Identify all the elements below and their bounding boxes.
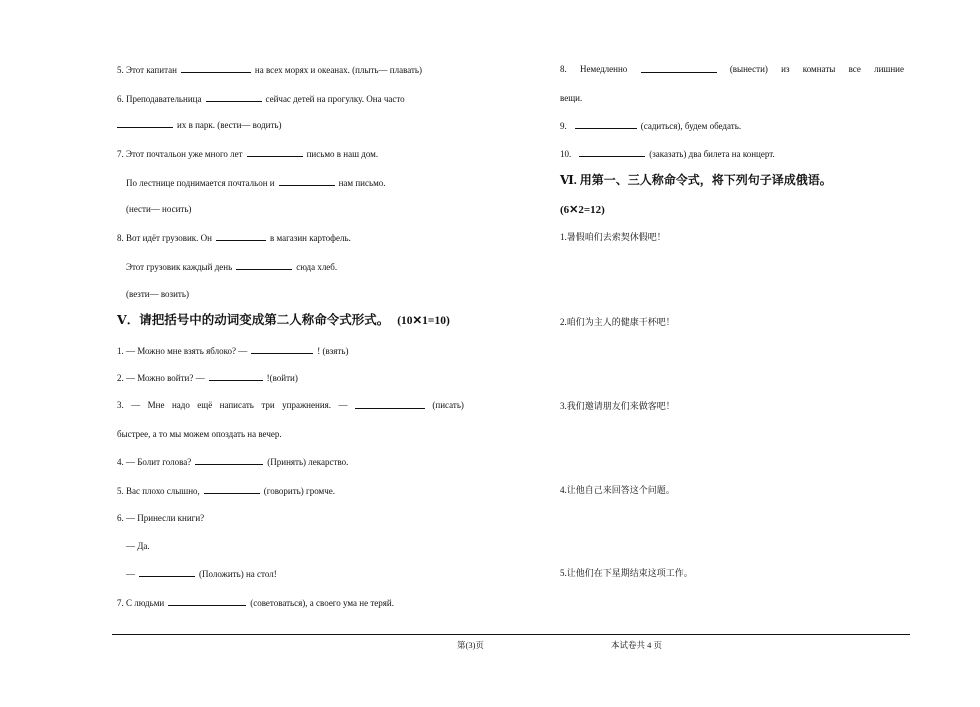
word: 8. bbox=[560, 64, 567, 74]
answer-blank[interactable] bbox=[204, 484, 260, 494]
exercise-line bbox=[117, 455, 348, 468]
text: По лестнице поднимается почтальон и bbox=[126, 178, 275, 188]
word: ещё bbox=[197, 400, 213, 410]
text: сюда хлеб. bbox=[296, 262, 338, 272]
text: 6. Преподавательница bbox=[117, 94, 202, 104]
exercise-line bbox=[126, 567, 277, 580]
section-title: Ⅴ．请把括号中的动词变成第二人称命令式形式。 bbox=[117, 313, 390, 327]
text: 1. — Можно мне взять яблоко? — bbox=[117, 346, 248, 356]
word: Немедленно bbox=[580, 64, 628, 74]
text: возить) bbox=[160, 289, 189, 299]
text: 9. bbox=[560, 121, 567, 131]
dash: — bbox=[378, 65, 388, 75]
answer-blank[interactable] bbox=[206, 92, 262, 102]
text: Этот грузовик каждый день bbox=[126, 262, 233, 272]
text: носить) bbox=[162, 204, 192, 214]
translation-item: 1.暑假咱们去索契休假吧！ bbox=[560, 232, 666, 242]
answer-blank[interactable] bbox=[181, 63, 251, 73]
text: письмо в наш дом. bbox=[306, 149, 379, 159]
word: (писать) bbox=[432, 400, 464, 410]
text: (говорить) громче. bbox=[263, 486, 336, 496]
text: (советоваться), а своего ума не теряй. bbox=[250, 598, 394, 608]
answer-blank[interactable] bbox=[236, 260, 292, 270]
text: ! (взять) bbox=[317, 346, 349, 356]
exercise-line: 6. — Принесли книги? bbox=[117, 513, 205, 523]
section-score: (10✕1=10) bbox=[397, 315, 450, 327]
exercise-line bbox=[117, 344, 348, 357]
text: на всех морях и океанах. (плыть bbox=[254, 65, 379, 75]
answer-blank[interactable] bbox=[251, 344, 313, 354]
word: три bbox=[261, 400, 275, 410]
exercise-line bbox=[126, 203, 191, 215]
word: комнаты bbox=[802, 64, 836, 74]
text: в магазин картофель. bbox=[269, 233, 351, 243]
exercise-line bbox=[126, 176, 386, 189]
dash: — bbox=[241, 120, 251, 130]
text: — bbox=[126, 569, 135, 579]
word: лишние bbox=[874, 64, 904, 74]
exercise-line bbox=[117, 231, 351, 244]
answer-blank[interactable] bbox=[139, 567, 195, 577]
answer-blank[interactable] bbox=[247, 147, 303, 157]
answer-blank[interactable] bbox=[216, 231, 266, 241]
exercise-line bbox=[117, 147, 378, 160]
dash: — bbox=[150, 204, 160, 214]
text: (везти bbox=[126, 289, 150, 299]
page-total: 本试卷共 4 页 bbox=[611, 640, 663, 650]
word: — bbox=[131, 400, 141, 410]
text: 7. С людьми bbox=[117, 598, 165, 608]
exercise-line-justified bbox=[117, 399, 464, 411]
text: 7. Этот почтальон уже много лет bbox=[117, 149, 243, 159]
word: из bbox=[781, 64, 790, 74]
translation-item: 3.我们邀请朋友们来做客吧！ bbox=[560, 401, 675, 411]
text: 4. — Болит голова? bbox=[117, 457, 192, 467]
translation-item: 5.让他们在下星期结束这项工作。 bbox=[560, 568, 693, 578]
text: 8. Вот идёт грузовик. Он bbox=[117, 233, 212, 243]
exercise-line bbox=[117, 63, 422, 76]
text: 5. Вас плохо слышно, bbox=[117, 486, 200, 496]
exercise-line bbox=[560, 119, 741, 132]
text: плавать) bbox=[389, 65, 422, 75]
exercise-line bbox=[126, 260, 337, 273]
answer-blank[interactable] bbox=[195, 455, 263, 465]
text: водить) bbox=[252, 120, 282, 130]
word: упражнения. bbox=[282, 400, 332, 410]
text: 5. Этот капитан bbox=[117, 65, 177, 75]
answer-blank[interactable] bbox=[168, 596, 246, 606]
exercise-line: — Да. bbox=[126, 541, 150, 551]
word: все bbox=[848, 64, 861, 74]
word: — bbox=[338, 400, 348, 410]
translation-item: 2.咱们为主人的健康干杯吧！ bbox=[560, 317, 675, 327]
word: написать bbox=[219, 400, 254, 410]
exercise-line-justified bbox=[560, 63, 904, 75]
exercise-line bbox=[126, 288, 189, 300]
answer-blank[interactable] bbox=[579, 147, 645, 157]
footer-divider bbox=[112, 634, 910, 635]
section-6-score: (6✕2=12) bbox=[560, 204, 605, 216]
exercise-line bbox=[117, 484, 335, 497]
text: (Принять) лекарство. bbox=[267, 457, 349, 467]
exercise-line bbox=[117, 118, 282, 131]
translation-item: 4.让他自己来回答这个问题。 bbox=[560, 485, 675, 495]
answer-blank[interactable] bbox=[575, 119, 637, 129]
text: 10. bbox=[560, 149, 572, 159]
answer-blank[interactable] bbox=[641, 63, 717, 73]
text: сейчас детей на прогулку. Она часто bbox=[265, 94, 405, 104]
answer-blank[interactable] bbox=[209, 371, 263, 381]
answer-blank[interactable] bbox=[117, 118, 173, 128]
page-number: 第(3)页 bbox=[457, 640, 484, 650]
dash: — bbox=[149, 289, 159, 299]
text: их в парк. (вести bbox=[177, 120, 242, 130]
word: Мне bbox=[147, 400, 165, 410]
text: (садиться), будем обедать. bbox=[640, 121, 742, 131]
exercise-line bbox=[117, 92, 405, 105]
text: (заказать) два билета на концерт. bbox=[649, 149, 775, 159]
answer-blank[interactable] bbox=[355, 399, 425, 409]
section-5-heading bbox=[117, 313, 450, 329]
exercise-line: быстрее, а то мы можем опоздать на вечер. bbox=[117, 429, 282, 439]
answer-blank[interactable] bbox=[279, 176, 335, 186]
text: (нести bbox=[126, 204, 151, 214]
exercise-line bbox=[117, 596, 394, 609]
exercise-line bbox=[117, 371, 298, 384]
word: (вынести) bbox=[729, 64, 768, 74]
exercise-line bbox=[560, 147, 775, 160]
text: нам письмо. bbox=[338, 178, 386, 188]
text: !(войти) bbox=[266, 373, 298, 383]
word: надо bbox=[171, 400, 190, 410]
word: 3. bbox=[117, 400, 124, 410]
text: 2. — Можно войти? — bbox=[117, 373, 205, 383]
text: (Положить) на стол! bbox=[199, 569, 277, 579]
exercise-line: вещи. bbox=[560, 93, 583, 103]
section-6-heading: Ⅵ. 用第一、三人称命令式，将下列句子译成俄语。 bbox=[560, 173, 832, 187]
